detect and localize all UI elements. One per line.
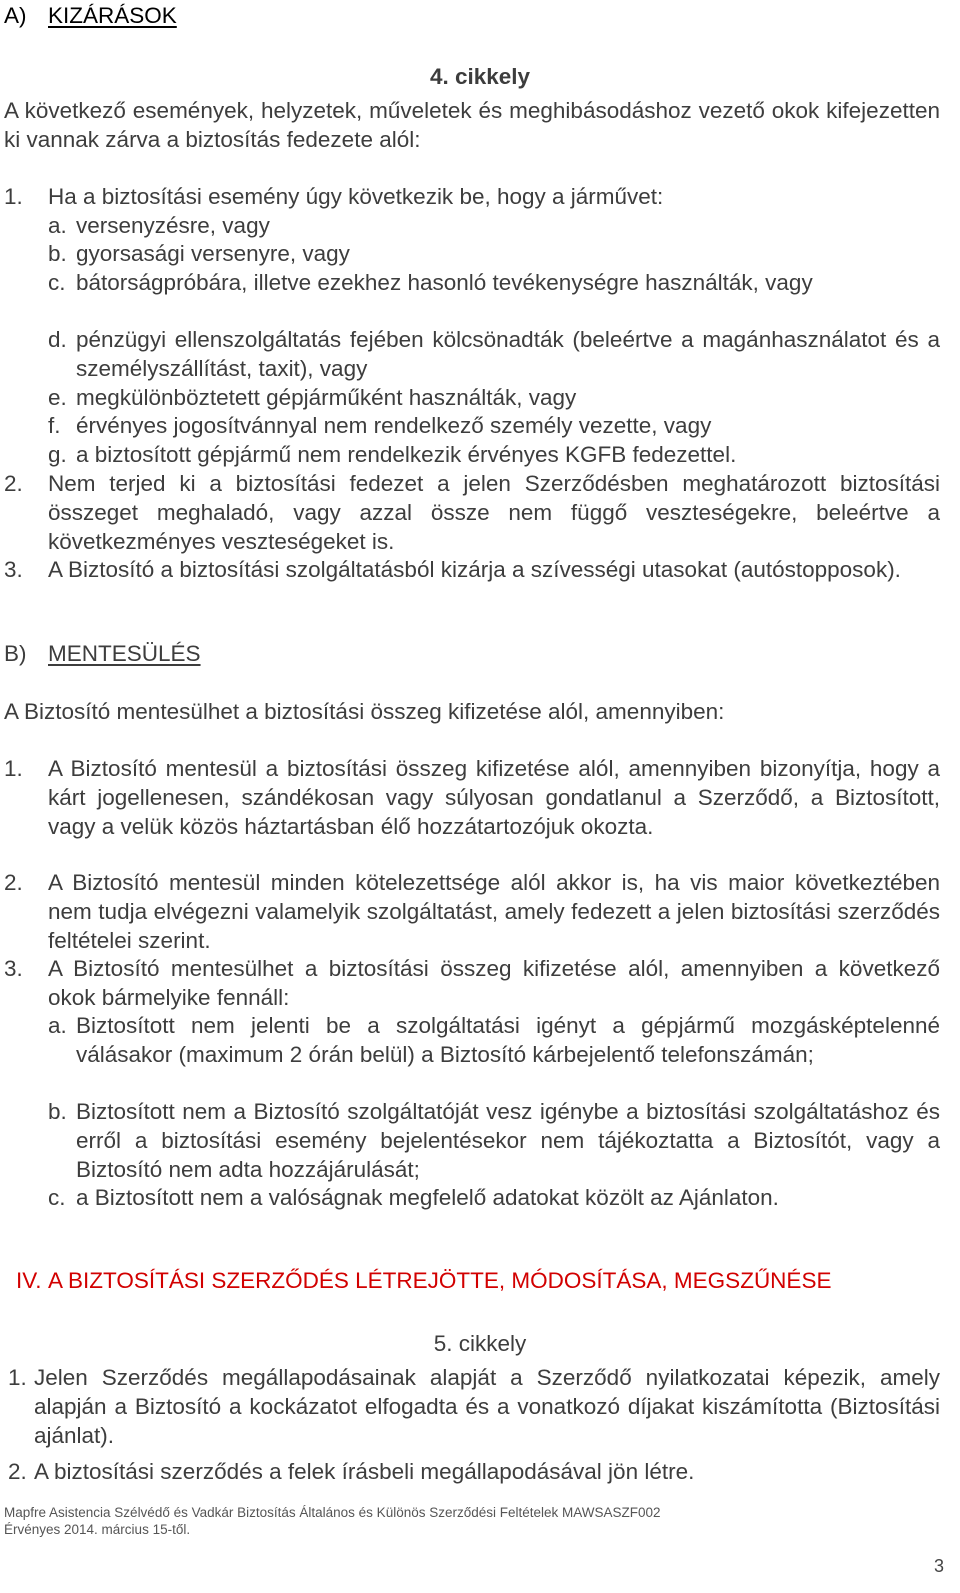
subitem-letter: a. xyxy=(48,213,67,238)
section-b-heading xyxy=(4,640,201,669)
item-number: 1. xyxy=(4,756,23,781)
subitem-letter: e. xyxy=(48,385,67,410)
item-number: 2. xyxy=(4,870,23,895)
section-a-item-1 xyxy=(4,183,940,212)
item-number: 3. xyxy=(4,956,23,981)
section-a-intro: A következő események, helyzetek, műveletek és meghibásodáshoz vezető okok kifejezetten ki vannak zárva a biztosítás fedezete alól: xyxy=(4,98,940,152)
page-number: 3 xyxy=(933,1556,944,1576)
subitem-text: Biztosított nem jelenti be a szolgáltatási igényt a gépjármű mozgásképtelenné válásakor (maximum 2 órán belül) a Biztosító kárbejelentő telefonszámán; xyxy=(76,1013,940,1067)
subitem-letter: d. xyxy=(48,327,67,352)
section-iv-item-1 xyxy=(8,1364,940,1450)
section-a-subitem-g xyxy=(48,441,940,470)
section-iv-heading xyxy=(16,1267,946,1296)
footer-validity: Érvényes 2014. március 15-től. xyxy=(4,1522,191,1537)
item-text: A Biztosító mentesül minden kötelezettsége alól akkor is, ha vis maior következtében nem tudja elvégezni valamelyik szolgáltatást, amely fedezett a jelen biztosítási szerződés feltételei szerint. xyxy=(48,870,940,953)
item-number: 2. xyxy=(8,1459,27,1484)
section-b-item-1 xyxy=(4,755,940,841)
item-text: Nem terjed ki a biztosítási fedezet a jelen Szerződésben meghatározott biztosítási összeget meghaladó, vagy azzal össze nem függő veszteségekre, beleértve a következményes veszteségeket is. xyxy=(48,471,940,554)
section-iv-title: A BIZTOSÍTÁSI SZERZŐDÉS LÉTREJÖTTE, MÓDOSÍTÁSA, MEGSZŰNÉSE xyxy=(48,1268,832,1293)
item-text: A Biztosító mentesül a biztosítási összeg kifizetése alól, amennyiben bizonyítja, hogy a kárt jogellenesen, szándékosan vagy súlyosan gondatlanul a Szerződő, a Biztosított, vagy a velük közös háztartásban élő hozzátartozójuk okozta. xyxy=(48,756,940,839)
subitem-letter: f. xyxy=(48,413,61,438)
subitem-text: pénzügyi ellenszolgáltatás fejében kölcsönadták (beleértve a magánhasználatot és a személyszállítást, taxit), vagy xyxy=(76,327,940,381)
item-number: 3. xyxy=(4,557,23,582)
item-text: A Biztosító a biztosítási szolgáltatásból kizárja a szívességi utasokat (autóstopposok). xyxy=(48,557,901,582)
section-a-title: KIZÁRÁSOK xyxy=(48,3,177,28)
section-b-item-3 xyxy=(4,955,940,1013)
item-text: Jelen Szerződés megállapodásainak alapját a Szerződő nyilatkozatai képezik, amely alapján a Biztosító a kockázatot elfogadta és a vonatkozó díjakat kiszámította (Biztosítási ajánlat). xyxy=(34,1365,940,1448)
subitem-text: megkülönböztetett gépjárműként használták, vagy xyxy=(76,385,577,410)
subitem-letter: b. xyxy=(48,1099,67,1124)
section-b-letter: B) xyxy=(4,641,27,666)
section-a-item-2 xyxy=(4,470,940,556)
subitem-letter: b. xyxy=(48,241,67,266)
subitem-text: bátorságpróbára, illetve ezekhez hasonló tevékenységre használták, vagy xyxy=(76,270,813,295)
subitem-letter: c. xyxy=(48,270,66,295)
section-b-subitem-a xyxy=(48,1012,940,1070)
subitem-letter: a. xyxy=(48,1013,67,1038)
subitem-text: versenyzésre, vagy xyxy=(76,213,270,238)
subitem-letter: g. xyxy=(48,442,67,467)
section-a-subitem-c xyxy=(48,269,940,298)
section-a-subitem-d xyxy=(48,326,940,384)
item-text: Ha a biztosítási esemény úgy következik be, hogy a járművet: xyxy=(48,184,664,209)
subitem-text: Biztosított nem a Biztosító szolgáltatóját vesz igénybe a biztosítási szolgáltatáshoz és erről a biztosítási esemény bejelentésekor nem tájékoztatta a Biztosítót, vagy a Biztosító nem adta hozzájárulását; xyxy=(76,1099,940,1182)
section-b-subitem-b xyxy=(48,1098,940,1184)
section-a-subitem-f xyxy=(48,412,940,441)
item-number: 1. xyxy=(4,184,23,209)
section-iv-number: IV. xyxy=(16,1268,42,1293)
section-iv-item-2 xyxy=(8,1458,940,1487)
item-number: 1. xyxy=(8,1365,27,1390)
subitem-letter: c. xyxy=(48,1185,66,1210)
subitem-text: a Biztosított nem a valóságnak megfelelő adatokat közölt az Ajánlaton. xyxy=(76,1185,779,1210)
section-a-heading xyxy=(4,2,177,31)
section-b-subitem-c xyxy=(48,1184,940,1213)
subitem-text: a biztosított gépjármű nem rendelkezik érvényes KGFB fedezettel. xyxy=(76,442,737,467)
item-text: A Biztosító mentesülhet a biztosítási összeg kifizetése alól, amennyiben a következő okok bármelyike fennáll: xyxy=(48,956,940,1010)
article-4-heading: 4. cikkely xyxy=(429,64,531,89)
section-a-letter: A) xyxy=(4,3,27,28)
section-b-item-2 xyxy=(4,869,940,955)
section-b-intro: A Biztosító mentesülhet a biztosítási összeg kifizetése alól, amennyiben: xyxy=(4,699,725,724)
subitem-text: érvényes jogosítvánnyal nem rendelkező személy vezette, vagy xyxy=(76,413,712,438)
section-b-title: MENTESÜLÉS xyxy=(48,641,201,666)
footer-document-title: Mapfre Asistencia Szélvédő és Vadkár Biztosítás Általános és Különös Szerződési Feltételek MAWSASZF002 xyxy=(4,1505,661,1520)
subitem-text: gyorsasági versenyre, vagy xyxy=(76,241,350,266)
section-a-subitem-e xyxy=(48,384,940,413)
section-a-item-3 xyxy=(4,556,940,585)
item-text: A biztosítási szerződés a felek írásbeli megállapodásával jön létre. xyxy=(34,1459,695,1484)
article-5-heading: 5. cikkely xyxy=(433,1331,527,1356)
item-number: 2. xyxy=(4,471,23,496)
section-a-subitem-b xyxy=(48,240,940,269)
section-a-subitem-a xyxy=(48,212,940,241)
